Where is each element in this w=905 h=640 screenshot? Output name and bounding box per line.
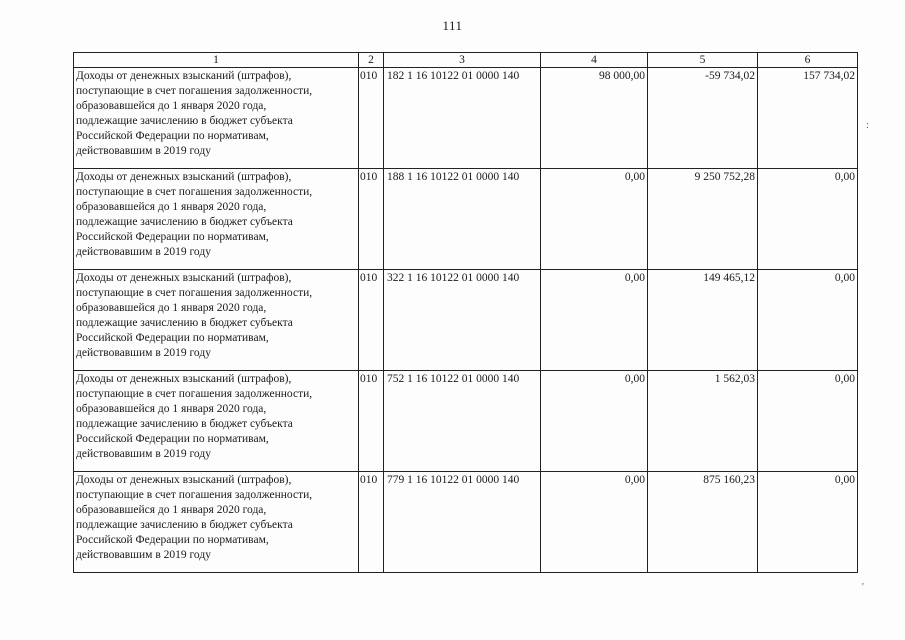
remaining-amount-cell: 0,00	[758, 169, 858, 270]
column-header-4: 4	[541, 53, 648, 68]
page-number: 111	[442, 18, 463, 33]
description-line: действовавшим в 2019 году	[76, 448, 211, 460]
row-description	[74, 68, 359, 169]
description-line: поступающие в счет погашения задолженности,	[76, 489, 313, 501]
table-row	[74, 169, 858, 270]
revenue-table	[73, 52, 858, 573]
row-description	[74, 169, 359, 270]
row-description	[74, 472, 359, 573]
budget-code-cell: 322 1 16 10122 01 0000 140	[384, 270, 541, 371]
description-line: образовавшейся до 1 января 2020 года,	[76, 100, 267, 112]
executed-amount-cell: 149 465,12	[648, 270, 758, 371]
scan-speck: '	[862, 582, 864, 593]
description-line: образовавшейся до 1 января 2020 года,	[76, 403, 267, 415]
description-line: Доходы от денежных взысканий (штрафов),	[76, 373, 292, 385]
description-line: подлежащие зачислению в бюджет субъекта	[76, 115, 293, 127]
executed-amount-cell: 9 250 752,28	[648, 169, 758, 270]
description-line: Доходы от денежных взысканий (штрафов),	[76, 171, 292, 183]
remaining-amount-cell: 0,00	[758, 371, 858, 472]
description-line: образовавшейся до 1 января 2020 года,	[76, 201, 267, 213]
column-header-5: 5	[648, 53, 758, 68]
table-row	[74, 270, 858, 371]
executed-amount-cell: -59 734,02	[648, 68, 758, 169]
approved-amount-cell: 0,00	[541, 371, 648, 472]
line-code-cell: 010	[359, 270, 384, 371]
column-header-6: 6	[758, 53, 858, 68]
remaining-amount-cell: 157 734,02	[758, 68, 858, 169]
description-line: подлежащие зачислению в бюджет субъекта	[76, 519, 293, 531]
description-line: поступающие в счет погашения задолженности,	[76, 388, 313, 400]
description-line: действовавшим в 2019 году	[76, 145, 211, 157]
description-line: Доходы от денежных взысканий (штрафов),	[76, 70, 292, 82]
line-code-cell: 010	[359, 169, 384, 270]
approved-amount-cell: 0,00	[541, 169, 648, 270]
description-line: действовавшим в 2019 году	[76, 246, 211, 258]
budget-code-cell: 182 1 16 10122 01 0000 140	[384, 68, 541, 169]
description-line: подлежащие зачислению в бюджет субъекта	[76, 216, 293, 228]
line-code-cell: 010	[359, 68, 384, 169]
description-line: образовавшейся до 1 января 2020 года,	[76, 504, 267, 516]
row-description	[74, 371, 359, 472]
budget-code-cell: 752 1 16 10122 01 0000 140	[384, 371, 541, 472]
description-line: поступающие в счет погашения задолженности,	[76, 287, 313, 299]
table-row	[74, 371, 858, 472]
table-row	[74, 472, 858, 573]
approved-amount-cell: 98 000,00	[541, 68, 648, 169]
executed-amount-cell: 875 160,23	[648, 472, 758, 573]
scan-speck: :	[866, 120, 869, 131]
budget-code-cell: 188 1 16 10122 01 0000 140	[384, 169, 541, 270]
remaining-amount-cell: 0,00	[758, 270, 858, 371]
description-line: Доходы от денежных взысканий (штрафов),	[76, 272, 292, 284]
description-line: поступающие в счет погашения задолженности,	[76, 186, 313, 198]
description-line: Российской Федерации по нормативам,	[76, 130, 269, 142]
line-code-cell: 010	[359, 371, 384, 472]
description-line: Российской Федерации по нормативам,	[76, 332, 269, 344]
column-header-2: 2	[359, 53, 384, 68]
description-line: действовавшим в 2019 году	[76, 549, 211, 561]
table-header-row	[74, 53, 858, 68]
description-line: Доходы от денежных взысканий (штрафов),	[76, 474, 292, 486]
row-description	[74, 270, 359, 371]
description-line: поступающие в счет погашения задолженности,	[76, 85, 313, 97]
approved-amount-cell: 0,00	[541, 270, 648, 371]
column-header-1: 1	[74, 53, 359, 68]
description-line: подлежащие зачислению в бюджет субъекта	[76, 418, 293, 430]
remaining-amount-cell: 0,00	[758, 472, 858, 573]
description-line: Российской Федерации по нормативам,	[76, 231, 269, 243]
description-line: Российской Федерации по нормативам,	[76, 433, 269, 445]
description-line: действовавшим в 2019 году	[76, 347, 211, 359]
description-line: подлежащие зачислению в бюджет субъекта	[76, 317, 293, 329]
description-line: Российской Федерации по нормативам,	[76, 534, 269, 546]
table-row	[74, 68, 858, 169]
approved-amount-cell: 0,00	[541, 472, 648, 573]
executed-amount-cell: 1 562,03	[648, 371, 758, 472]
budget-code-cell: 779 1 16 10122 01 0000 140	[384, 472, 541, 573]
line-code-cell: 010	[359, 472, 384, 573]
description-line: образовавшейся до 1 января 2020 года,	[76, 302, 267, 314]
column-header-3: 3	[384, 53, 541, 68]
